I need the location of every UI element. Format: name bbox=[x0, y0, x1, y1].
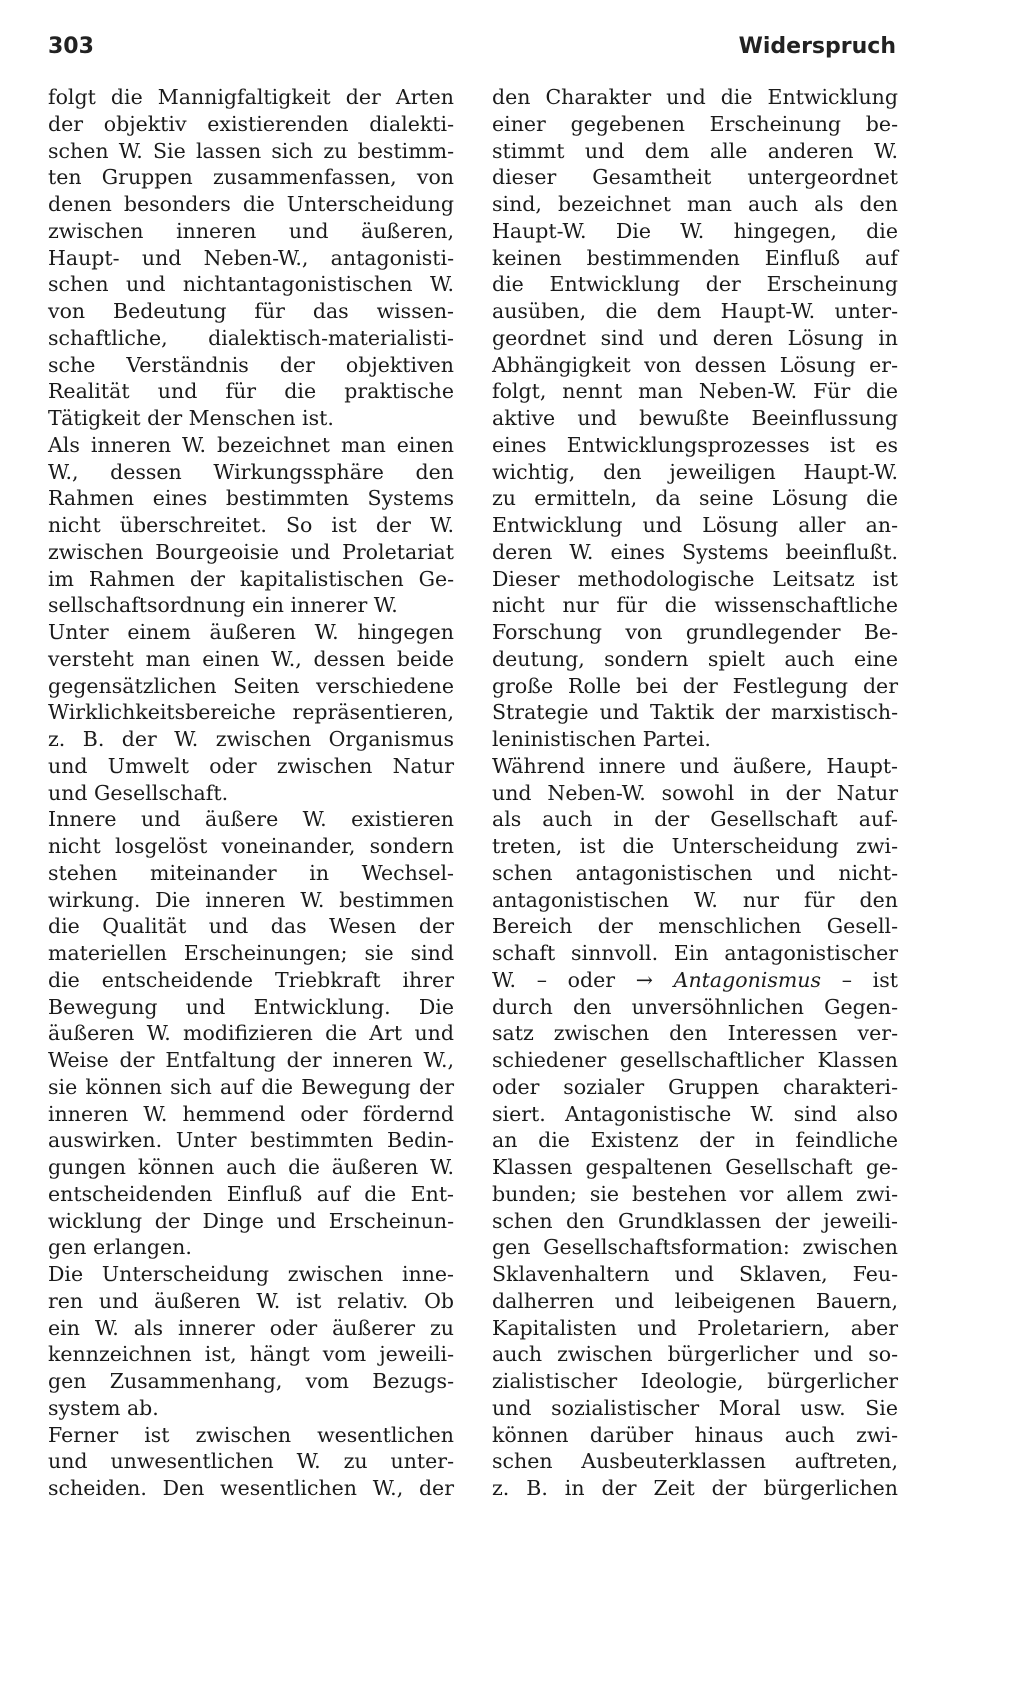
text-line: keinen bestimmenden Einfluß auf bbox=[492, 245, 898, 270]
text-line: auch zwischen bürgerlicher und so- bbox=[492, 1342, 898, 1367]
text-line: und unwesentlichen W. zu unter- bbox=[48, 1449, 454, 1474]
left-text-column bbox=[48, 84, 454, 1502]
text-line: äußeren W. modifizieren die Art und bbox=[48, 1021, 454, 1046]
text-line: auswirken. Unter bestimmten Bedin- bbox=[48, 1128, 454, 1153]
text-line: die Entwicklung der Erscheinung bbox=[492, 272, 898, 297]
text-line: leninistischen Partei. bbox=[492, 727, 711, 751]
text-line: deutung, sondern spielt auch eine bbox=[492, 646, 898, 671]
text-line: zwischen inneren und äußeren, bbox=[48, 218, 454, 243]
text-line: geordnet sind und deren Lösung in bbox=[492, 325, 898, 350]
text-line: Tätigkeit der Menschen ist. bbox=[48, 406, 334, 430]
text-line: einer gegebenen Erscheinung be- bbox=[492, 111, 898, 136]
text-line: Wirklichkeitsbereiche repräsentieren, bbox=[48, 700, 454, 725]
text-line: nicht losgelöst voneinander, sondern bbox=[48, 834, 454, 858]
text-line: große Rolle bei der Festlegung der bbox=[492, 673, 898, 698]
text-line: ausüben, die dem Haupt-W. unter- bbox=[492, 299, 898, 323]
text-line: schen und nichtantagonistischen W. bbox=[48, 272, 454, 297]
text-line: scheiden. Den wesentlichen W., der bbox=[48, 1476, 454, 1500]
text-line: zialistischer Ideologie, bürgerlicher bbox=[492, 1369, 898, 1393]
text-line: kennzeichnen ist, hängt vom jeweili- bbox=[48, 1342, 454, 1367]
text-line: Während innere und äußere, Haupt- bbox=[492, 753, 898, 778]
text-line: als auch in der Gesellschaft auf- bbox=[492, 807, 898, 832]
text-line: Klassen gespaltenen Gesellschaft ge- bbox=[492, 1155, 898, 1179]
running-head: Widerspruch bbox=[738, 34, 896, 59]
text-line: Forschung von grundlegender Be- bbox=[492, 620, 898, 644]
text-line: folgt, nennt man Neben-W. Für die bbox=[492, 379, 898, 404]
text-line: eines Entwicklungsprozesses ist es bbox=[492, 432, 898, 457]
text-line: treten, ist die Unterscheidung zwi- bbox=[492, 834, 898, 858]
text-line: dieser Gesamtheit untergeordnet bbox=[492, 165, 898, 190]
text-line: wicklung der Dinge und Erscheinun- bbox=[48, 1208, 454, 1233]
text-line: zwischen Bourgeoisie und Proletariat bbox=[48, 539, 454, 564]
text-line: Dieser methodologische Leitsatz ist bbox=[492, 566, 898, 591]
text-line: Haupt-W. Die W. hingegen, die bbox=[492, 218, 898, 243]
text-line: sind, bezeichnet man auch als den bbox=[492, 192, 898, 216]
text-line: Strategie und Taktik der marxistisch- bbox=[492, 700, 898, 725]
text-line: wichtig, den jeweiligen Haupt-W. bbox=[492, 459, 898, 484]
text-line: z. B. in der Zeit der bürgerlichen bbox=[492, 1476, 898, 1500]
text-line: sche Verständnis der objektiven bbox=[48, 352, 454, 377]
text-line: gungen können auch die äußeren W. bbox=[48, 1155, 454, 1179]
text-line: Ferner ist zwischen wesentlichen bbox=[48, 1422, 454, 1447]
text-line: schiedener gesellschaftlicher Klassen bbox=[492, 1048, 898, 1072]
cross-reference-term: Antagonismus bbox=[673, 967, 822, 992]
text-line: Als inneren W. bezeichnet man einen bbox=[48, 432, 454, 457]
page-header bbox=[48, 34, 896, 70]
text-line: Entwicklung und Lösung aller an- bbox=[492, 513, 898, 537]
text-line: nicht nur für die wissenschaftliche bbox=[492, 593, 898, 618]
text-line: dalherren und leibeigenen Bauern, bbox=[492, 1288, 898, 1313]
text-line: ren und äußeren W. ist relativ. Ob bbox=[48, 1288, 454, 1313]
text-line: durch den unversöhnlichen Gegen- bbox=[492, 994, 898, 1019]
text-line: der objektiv existierenden dialekti- bbox=[48, 111, 454, 136]
text-line: den Charakter und die Entwicklung bbox=[492, 85, 898, 109]
text-line: Sklavenhaltern und Sklaven, Feu- bbox=[492, 1262, 898, 1286]
text-line: die entscheidende Triebkraft ihrer bbox=[48, 967, 454, 992]
text-line: gen Zusammenhang, vom Bezugs- bbox=[48, 1369, 454, 1393]
text-line: Haupt- und Neben-W., antagonisti- bbox=[48, 245, 454, 270]
text-line: folgt die Mannigfaltigkeit der Arten bbox=[48, 85, 454, 109]
text-line: aktive und bewußte Beeinflussung bbox=[492, 406, 898, 430]
text-line: sie können sich auf die Bewegung der bbox=[48, 1074, 454, 1099]
text-line: und Gesellschaft. bbox=[48, 780, 229, 805]
right-text-column bbox=[492, 84, 898, 1502]
text-line: schen den Grundklassen der jeweili- bbox=[492, 1208, 898, 1233]
text-line: Abhängigkeit von dessen Lösung er- bbox=[492, 352, 898, 377]
text-line: schaft sinnvoll. Ein antagonistischer bbox=[492, 941, 898, 965]
text-line: Unter einem äußeren W. hingegen bbox=[48, 620, 454, 644]
text-line: nicht überschreitet. So ist der W. bbox=[48, 513, 454, 537]
text-line: Innere und äußere W. existieren bbox=[48, 807, 454, 832]
text-line: Bereich der menschlichen Gesell- bbox=[492, 914, 898, 939]
text-line: gen erlangen. bbox=[48, 1235, 192, 1260]
text-line: von Bedeutung für das wissen- bbox=[48, 299, 454, 323]
text-line: gen Gesellschaftsformation: zwischen bbox=[492, 1235, 898, 1260]
text-line: materiellen Erscheinungen; sie sind bbox=[48, 941, 454, 965]
text-line: und Neben-W. sowohl in der Natur bbox=[492, 780, 898, 805]
text-line: W., dessen Wirkungssphäre den bbox=[48, 459, 454, 484]
text-line: system ab. bbox=[48, 1395, 159, 1420]
text-line: Weise der Entfaltung der inneren W., bbox=[48, 1048, 454, 1072]
text-line: die Qualität und das Wesen der bbox=[48, 914, 454, 939]
text-line: entscheidenden Einfluß auf die Ent- bbox=[48, 1181, 454, 1206]
text-line: ten Gruppen zusammenfassen, von bbox=[48, 165, 454, 190]
text-line: sellschaftsordnung ein innerer W. bbox=[48, 593, 398, 618]
text-line: stehen miteinander in Wechsel- bbox=[48, 860, 454, 885]
text-line: Realität und für die praktische bbox=[48, 379, 454, 404]
page-number: 303 bbox=[48, 34, 94, 59]
text-line: schen W. Sie lassen sich zu bestimm- bbox=[48, 138, 454, 163]
text-line: antagonistischen W. nur für den bbox=[492, 887, 898, 912]
text-line: W. – oder → Antagonismus – ist bbox=[492, 967, 898, 992]
text-line: denen besonders die Unterscheidung bbox=[48, 192, 454, 216]
text-line: schen antagonistischen und nicht- bbox=[492, 860, 898, 885]
text-line: Bewegung und Entwicklung. Die bbox=[48, 994, 454, 1019]
text-line: inneren W. hemmend oder fördernd bbox=[48, 1101, 454, 1126]
text-line: satz zwischen den Interessen ver- bbox=[492, 1021, 898, 1046]
text-line: stimmt und dem alle anderen W. bbox=[492, 138, 898, 163]
text-line: an die Existenz der in feindliche bbox=[492, 1128, 898, 1153]
text-line: deren W. eines Systems beeinflußt. bbox=[492, 539, 898, 564]
text-line: ein W. als innerer oder äußerer zu bbox=[48, 1315, 454, 1340]
text-line: Kapitalisten und Proletariern, aber bbox=[492, 1315, 898, 1340]
text-line: schaftliche, dialektisch-materialisti- bbox=[48, 325, 454, 350]
text-line: im Rahmen der kapitalistischen Ge- bbox=[48, 566, 454, 591]
text-line: Rahmen eines bestimmten Systems bbox=[48, 486, 454, 511]
text-line: und sozialistischer Moral usw. Sie bbox=[492, 1395, 898, 1420]
text-line: und Umwelt oder zwischen Natur bbox=[48, 753, 454, 778]
text-line: Die Unterscheidung zwischen inne- bbox=[48, 1262, 454, 1286]
text-line: z. B. der W. zwischen Organismus bbox=[48, 727, 454, 751]
text-line: siert. Antagonistische W. sind also bbox=[492, 1101, 898, 1126]
text-line: versteht man einen W., dessen beide bbox=[48, 646, 454, 671]
text-line: gegensätzlichen Seiten verschiedene bbox=[48, 673, 454, 698]
text-line: zu ermitteln, da seine Lösung die bbox=[492, 486, 898, 511]
text-line: wirkung. Die inneren W. bestimmen bbox=[48, 887, 454, 912]
text-line: können darüber hinaus auch zwi- bbox=[492, 1422, 898, 1447]
text-line: schen Ausbeuterklassen auftreten, bbox=[492, 1449, 898, 1474]
text-line: bunden; sie bestehen vor allem zwi- bbox=[492, 1181, 898, 1206]
text-line: oder sozialer Gruppen charakteri- bbox=[492, 1074, 898, 1099]
